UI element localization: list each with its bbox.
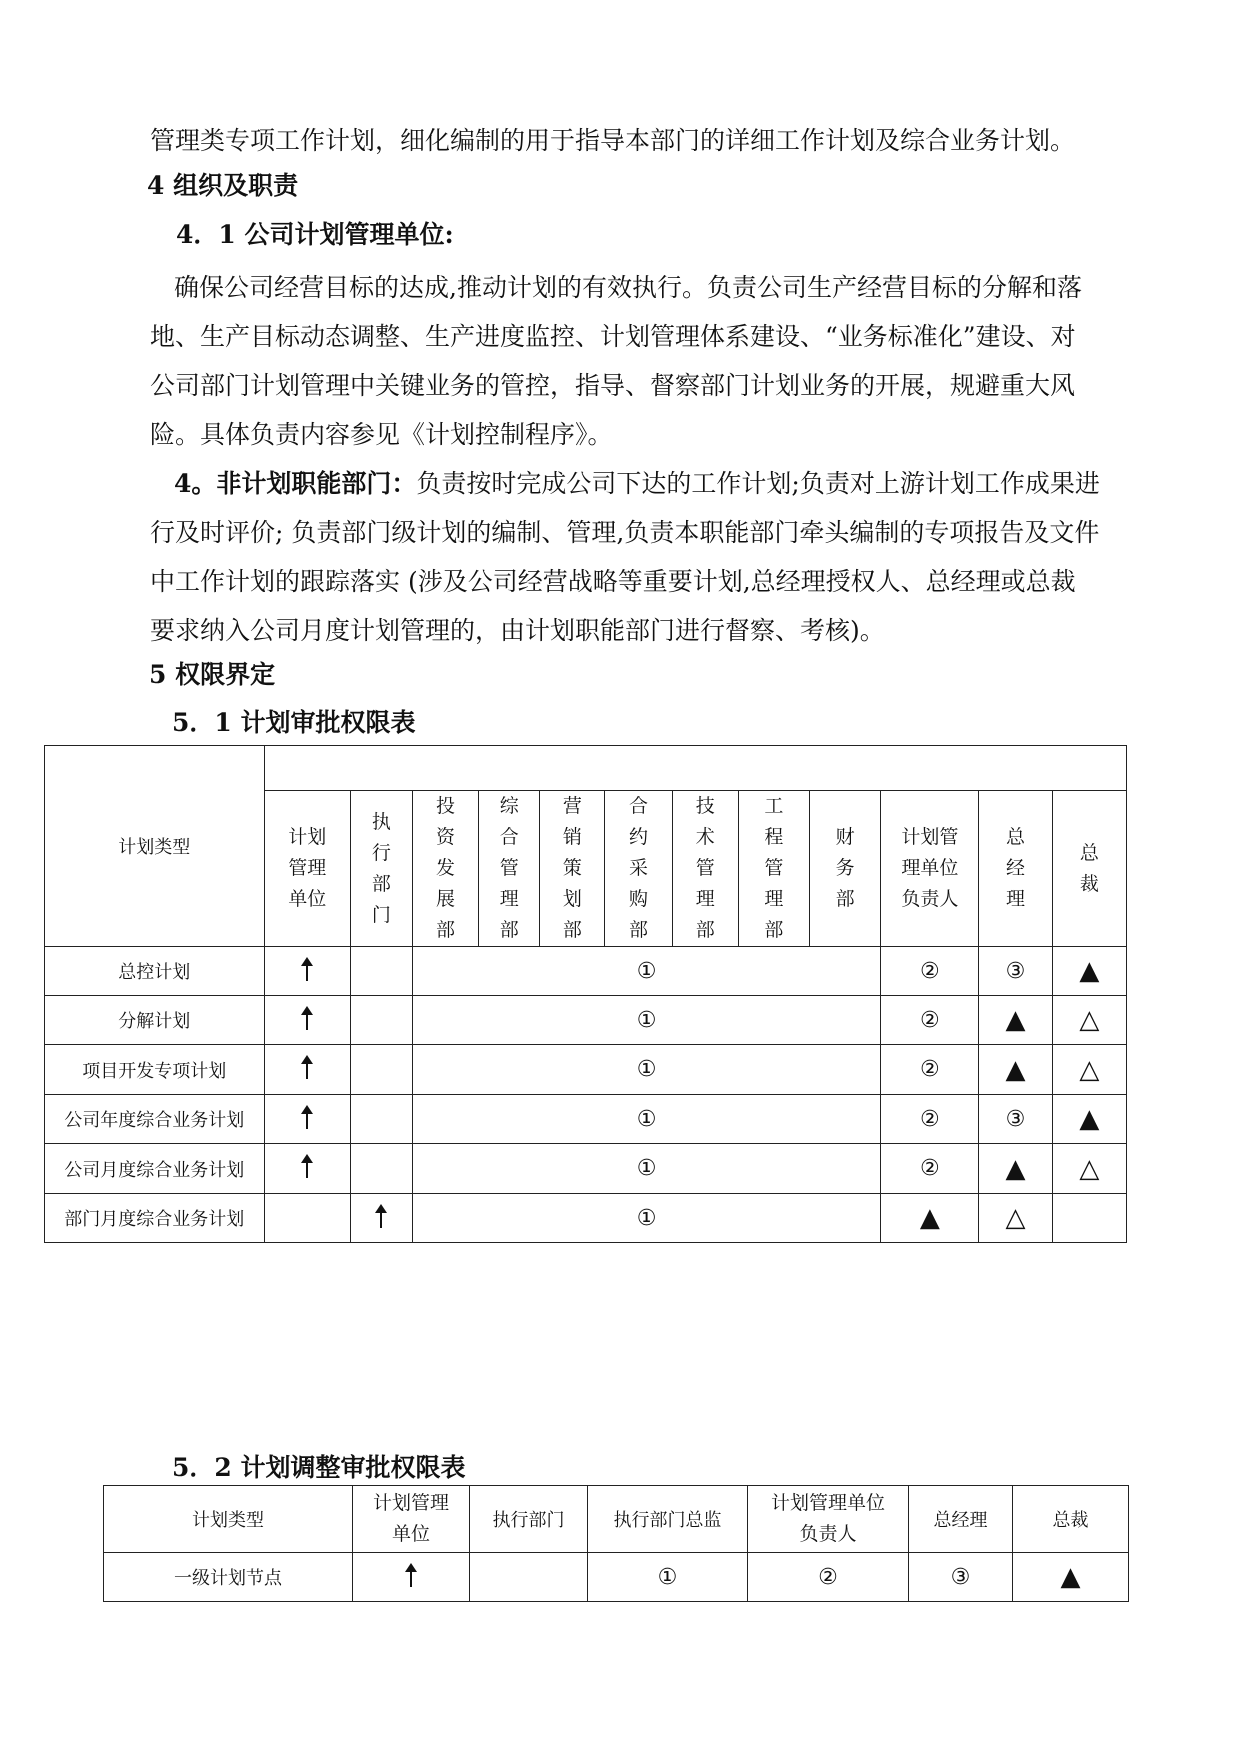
table-row: [104, 1553, 1129, 1602]
row-departments-cell: ①: [412, 1095, 880, 1144]
row-unit-head-cell: ▲: [881, 1194, 979, 1243]
row-unit-head-cell: ②: [881, 1095, 979, 1144]
row-exec-dept-cell: [350, 1144, 412, 1194]
t2-row-gm-cell: ③: [909, 1553, 1013, 1602]
table-row: [45, 1045, 1127, 1095]
up-arrow-icon: [301, 1055, 313, 1079]
row-departments-cell: ①: [412, 947, 880, 996]
t2-row-director-cell: ①: [588, 1553, 748, 1602]
row-unit-head-cell: ②: [881, 1045, 979, 1095]
row-plan-mgmt-unit-cell: [264, 1144, 350, 1194]
row-plan-type: 部门月度综合业务计划: [45, 1194, 265, 1243]
t2-header-exec-dept: 执行部门: [470, 1486, 588, 1553]
section-4-2-title: 4。非计划职能部门：: [174, 469, 417, 498]
row-departments-cell: ①: [412, 996, 880, 1045]
up-arrow-icon: [375, 1204, 387, 1228]
row-exec-dept-cell: [350, 1095, 412, 1144]
t2-header-general-manager: 总经理: [909, 1486, 1013, 1553]
t2-row-plan-type: 一级计划节点: [104, 1553, 353, 1602]
header-plan-mgmt-unit: 计划 管理 单位: [264, 791, 350, 947]
row-plan-type: 项目开发专项计划: [45, 1045, 265, 1095]
t2-header-plan-type: 计划类型: [104, 1486, 353, 1553]
up-arrow-icon: [301, 957, 313, 981]
section-4-title: 4 组织及职责: [147, 171, 299, 200]
row-gm-cell: ③: [979, 947, 1052, 996]
up-arrow-icon: [301, 1006, 313, 1030]
table1-title: 5．1 计划审批权限表: [172, 708, 416, 737]
header-contract-purchase-dept: 合 约 采 购 部: [605, 791, 672, 947]
row-plan-mgmt-unit-cell: [264, 947, 350, 996]
table-row: [45, 996, 1127, 1045]
row-president-cell: △: [1052, 996, 1126, 1045]
approval-authority-table: [44, 745, 1127, 1243]
row-plan-mgmt-unit-cell: [264, 1045, 350, 1095]
t2-row-unit-head-cell: ②: [748, 1553, 909, 1602]
row-gm-cell: △: [979, 1194, 1052, 1243]
header-plan-unit-head: 计划管 理单位 负责人: [881, 791, 979, 947]
intro-line: 管理类专项工作计划，细化编制的用于指导本部门的详细工作计划及综合业务计划。: [150, 126, 1076, 155]
row-gm-cell: ▲: [979, 1045, 1052, 1095]
row-plan-type: 公司年度综合业务计划: [45, 1095, 265, 1144]
row-plan-type: 公司月度综合业务计划: [45, 1144, 265, 1194]
section-5-title: 5 权限界定: [149, 660, 276, 689]
header-exec-dept: 执 行 部 门: [350, 791, 412, 947]
row-unit-head-cell: ②: [881, 947, 979, 996]
section-4-2-paragraph: [150, 459, 1100, 655]
row-unit-head-cell: ②: [881, 996, 979, 1045]
row-plan-type: 分解计划: [45, 996, 265, 1045]
header-invest-dev-dept: 投 资 发 展 部: [412, 791, 478, 947]
row-gm-cell: ③: [979, 1095, 1052, 1144]
header-plan-type: 计划类型: [45, 746, 265, 947]
t2-header-exec-director: 执行部门总监: [588, 1486, 748, 1553]
header-general-mgmt-dept: 综 合 管 理 部: [479, 791, 540, 947]
row-president-cell: [1052, 1194, 1126, 1243]
row-plan-mgmt-unit-cell: [264, 996, 350, 1045]
header-marketing-dept: 营 销 策 划 部: [540, 791, 605, 947]
header-president: 总 裁: [1052, 791, 1126, 947]
row-departments-cell: ①: [412, 1045, 880, 1095]
section-4-2-body: 负责按时完成公司下达的工作计划;负责对上游计划工作成果进行及时评价; 负责部门级计划的编制、管理,负责本职能部门牵头编制的专项报告及文件中工作计划的跟踪落实 (涉及公司经营战略等重要计划,总经理授权人、总经理或总裁要求纳入公司月度计划管理的，由计划职能部门进行督察、考核)。: [150, 469, 1100, 645]
header-tech-mgmt-dept: 技 术 管 理 部: [672, 791, 738, 947]
header-eng-mgmt-dept: 工 程 管 理 部: [738, 791, 809, 947]
section-4-1-title: 4．1 公司计划管理单位:: [176, 220, 454, 249]
header-finance-dept: 财 务 部: [810, 791, 881, 947]
row-president-cell: ▲: [1052, 1095, 1126, 1144]
up-arrow-icon: [301, 1105, 313, 1129]
row-departments-cell: ①: [412, 1194, 880, 1243]
row-plan-mgmt-unit-cell: [264, 1095, 350, 1144]
row-gm-cell: ▲: [979, 996, 1052, 1045]
up-arrow-icon: [301, 1154, 313, 1178]
row-unit-head-cell: ②: [881, 1144, 979, 1194]
header-general-manager: 总 经 理: [979, 791, 1052, 947]
table-row: [45, 1095, 1127, 1144]
row-plan-mgmt-unit-cell: [264, 1194, 350, 1243]
table-row: [45, 1144, 1127, 1194]
row-president-cell: △: [1052, 1045, 1126, 1095]
header-blank-band: [264, 746, 1126, 791]
row-exec-dept-cell: [350, 1045, 412, 1095]
table2-title: 5．2 计划调整审批权限表: [172, 1453, 466, 1482]
adjustment-approval-table: [103, 1485, 1129, 1602]
row-exec-dept-cell: [350, 996, 412, 1045]
table-row: [45, 1194, 1127, 1243]
t2-row-exec-dept-cell: [470, 1553, 588, 1602]
row-president-cell: △: [1052, 1144, 1126, 1194]
up-arrow-icon: [405, 1563, 417, 1587]
t2-row-president-cell: ▲: [1013, 1553, 1129, 1602]
t2-header-president: 总裁: [1013, 1486, 1129, 1553]
t2-header-plan-mgmt-unit: 计划管理 单位: [353, 1486, 470, 1553]
row-exec-dept-cell: [350, 947, 412, 996]
row-gm-cell: ▲: [979, 1144, 1052, 1194]
t2-row-plan-mgmt-unit-cell: [353, 1553, 470, 1602]
table-row: [45, 947, 1127, 996]
row-president-cell: ▲: [1052, 947, 1126, 996]
row-departments-cell: ①: [412, 1144, 880, 1194]
row-plan-type: 总控计划: [45, 947, 265, 996]
section-4-1-body: 确保公司经营目标的达成,推动计划的有效执行。负责公司生产经营目标的分解和落地、生产目标动态调整、生产进度监控、计划管理体系建设、“业务标准化”建设、对公司部门计划管理中关键业务的管控，指导、督察部门计划业务的开展，规避重大风险。具体负责内容参见《计划控制程序》。: [150, 273, 1082, 449]
row-exec-dept-cell: [350, 1194, 412, 1243]
t2-header-unit-head: 计划管理单位 负责人: [748, 1486, 909, 1553]
